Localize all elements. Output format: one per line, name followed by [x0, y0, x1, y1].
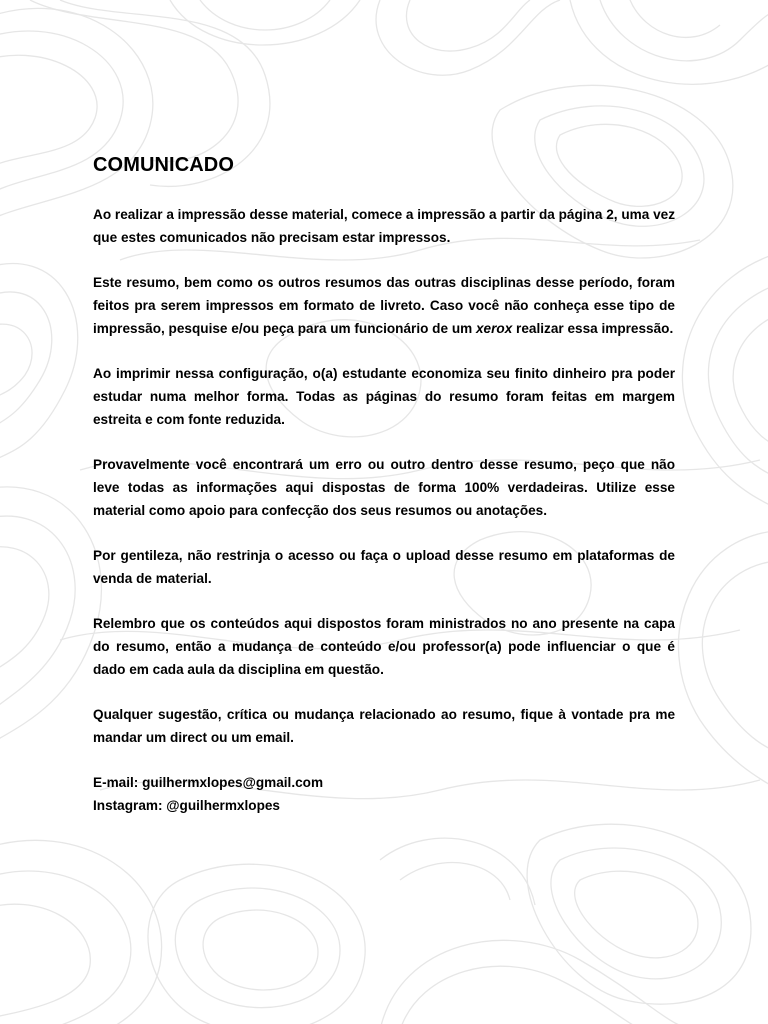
document-body	[93, 152, 675, 817]
xerox-emphasis: xerox	[476, 321, 513, 336]
contact-instagram: Instagram: @guilhermxlopes	[93, 798, 280, 813]
paragraph-errors-disclaimer: Provavelmente você encontrará um erro ou outro dentro desse resumo, peço que não leve todas as informações aqui dispostas de forma 100% verdadeiras. Utilize esse material como apoio para confecção dos seus resumos ou anotações.	[93, 457, 675, 518]
paragraph-savings: Ao imprimir nessa configuração, o(a) estudante economiza seu finito dinheiro pra poder estudar numa melhor forma. Todas as páginas do resumo foram feitas em margem estreita e com fonte reduzida.	[93, 366, 675, 427]
paragraph-sharing-request: Por gentileza, não restrinja o acesso ou faça o upload desse resumo em plataformas de venda de material.	[93, 548, 675, 586]
paragraph-booklet-format	[93, 271, 675, 340]
paragraph-feedback: Qualquer sugestão, crítica ou mudança relacionado ao resumo, fique à vontade pra me mandar um direct ou um email.	[93, 707, 675, 745]
paragraph-content-year: Relembro que os conteúdos aqui dispostos foram ministrados no ano presente na capa do resumo, então a mudança de conteúdo e/ou professor(a) pode influenciar o que é dado em cada aula da disciplina em questão.	[93, 616, 675, 677]
contact-email: E-mail: guilhermxlopes@gmail.com	[93, 775, 324, 790]
paragraph-booklet-text-start: Este resumo, bem como os outros resumos das outras disciplinas desse período, foram feitos pra serem impressos em formato de livreto. Caso você não conheça esse tipo de impressão, pesquise e/ou peça para um funcionário de um	[93, 275, 675, 336]
paragraph-booklet-text-end: realizar essa impressão.	[512, 321, 674, 336]
document-title: COMUNICADO	[93, 154, 234, 176]
paragraph-print-instructions: Ao realizar a impressão desse material, comece a impressão a partir da página 2, uma vez que estes comunicados não precisam estar impressos.	[93, 207, 675, 245]
